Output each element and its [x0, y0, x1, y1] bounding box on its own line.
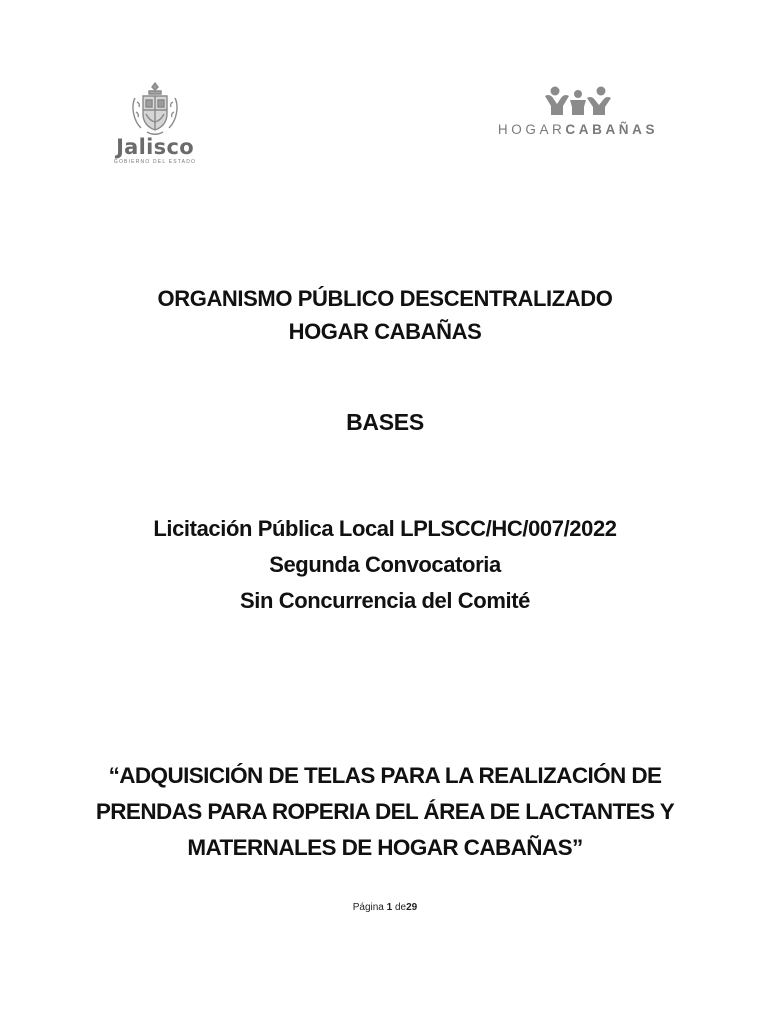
organization-heading: [0, 282, 770, 348]
jalisco-wordmark: Jalisco: [116, 135, 194, 159]
jalisco-coat-of-arms-icon: [127, 80, 183, 136]
page-number: 1: [386, 902, 393, 913]
organization-line-1: ORGANISMO PÚBLICO DESCENTRALIZADO: [157, 286, 613, 311]
subject-heading: [0, 758, 770, 866]
page-label: Página: [352, 902, 384, 913]
page-number-footer: [0, 901, 770, 915]
jalisco-logo: [100, 80, 210, 172]
of-label: de: [395, 902, 407, 913]
subject-line-3: MATERNALES DE HOGAR CABAÑAS”: [187, 835, 583, 860]
hogar-cabanas-logo: [462, 86, 694, 146]
hogar-wordmark-bold: CABAÑAS: [565, 122, 659, 137]
tender-line-1: Licitación Pública Local LPLSCC/HC/007/2022: [153, 516, 617, 541]
tender-heading: [0, 511, 770, 619]
subject-line-2: PRENDAS PARA ROPERIA DEL ÁREA DE LACTANTES Y: [95, 799, 675, 824]
jalisco-subtext: GOBIERNO DEL ESTADO: [113, 159, 197, 165]
organization-line-2: HOGAR CABAÑAS: [288, 319, 482, 344]
hogar-wordmark-light: HOGAR: [497, 122, 566, 137]
subject-line-1: “ADQUISICIÓN DE TELAS PARA LA REALIZACIÓN DE: [108, 763, 662, 788]
tender-line-3: Sin Concurrencia del Comité: [240, 588, 530, 613]
total-pages: 29: [406, 902, 418, 913]
document-type-heading: BASES: [346, 409, 424, 435]
hogar-cabanas-figures-icon: [543, 86, 613, 116]
hogar-cabanas-wordmark: [462, 122, 694, 138]
tender-line-2: Segunda Convocatoria: [269, 552, 501, 577]
